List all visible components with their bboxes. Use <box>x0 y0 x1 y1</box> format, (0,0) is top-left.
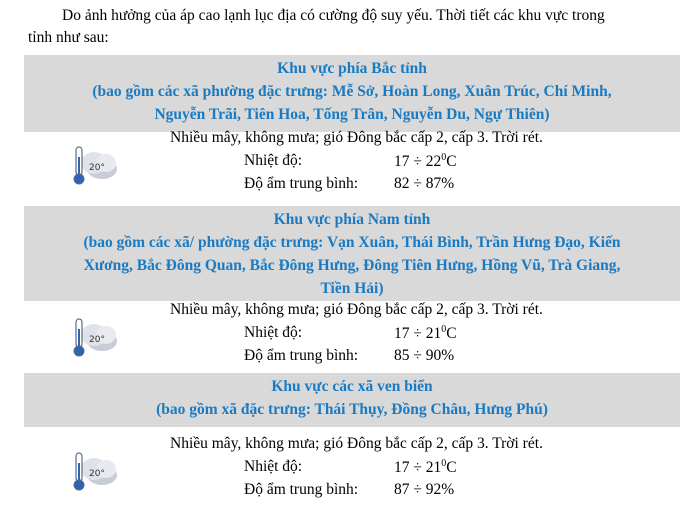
region-areas-line: (bao gồm xã đặc trưng: Thái Thụy, Đồng Châu, Hưng Phú) <box>156 401 548 418</box>
region-areas-line: Xương, Bắc Đông Quan, Bắc Đông Hưng, Đông Tiên Hưng, Hồng Vũ, Trà Giang, <box>83 257 621 274</box>
region-title: Khu vực phía Nam tỉnh <box>273 211 431 228</box>
svg-text:20°: 20° <box>89 163 105 173</box>
region-coastal-weather <box>24 435 680 505</box>
svg-text:20°: 20° <box>89 335 105 345</box>
humidity-label: Độ ẩm trung bình: <box>244 347 359 364</box>
svg-text:20°: 20° <box>89 469 105 479</box>
region-north-weather <box>24 129 680 199</box>
temperature-value: $17 \div 21^0C$ <box>394 458 457 476</box>
region-south-header <box>24 206 680 301</box>
weather-cloud-thermometer-icon <box>68 143 120 187</box>
region-north-header <box>24 55 680 132</box>
humidity-value: 82 ÷ 87% <box>394 175 455 192</box>
region-areas-line: (bao gồm các xã phường đặc trưng: Mễ Sở, Hoàn Long, Xuân Trúc, Chí Minh, <box>92 83 612 100</box>
humidity-label: Độ ẩm trung bình: <box>244 481 359 498</box>
region-south-weather <box>24 301 680 371</box>
intro-paragraph <box>28 5 688 49</box>
region-areas-line: Tiền Hải) <box>320 280 384 297</box>
temperature-value: $17 \div 22^0C$ <box>394 152 457 170</box>
region-areas-line: Nguyễn Trãi, Tiên Hoa, Tống Trân, Nguyễn Du, Ngự Thiên) <box>154 106 550 123</box>
temperature-value: $17 \div 21^0C$ <box>394 324 457 342</box>
region-title: Khu vực các xã ven biển <box>271 378 433 395</box>
region-coastal-header <box>24 373 680 427</box>
weather-description: Nhiều mây, không mưa; gió Đông bắc cấp 2, cấp 3. Trời rét. <box>170 301 543 318</box>
temperature-label: Nhiệt độ: <box>244 324 303 341</box>
humidity-value: 85 ÷ 90% <box>394 347 455 364</box>
weather-description: Nhiều mây, không mưa; gió Đông bắc cấp 2, cấp 3. Trời rét. <box>170 129 543 146</box>
temperature-label: Nhiệt độ: <box>244 458 303 475</box>
weather-description: Nhiều mây, không mưa; gió Đông bắc cấp 2, cấp 3. Trời rét. <box>170 435 543 452</box>
region-title: Khu vực phía Bắc tỉnh <box>277 60 427 77</box>
weather-cloud-thermometer-icon <box>68 315 120 359</box>
humidity-label: Độ ẩm trung bình: <box>244 175 359 192</box>
region-areas-line: (bao gồm các xã/ phường đặc trưng: Vạn Xuân, Thái Bình, Trần Hưng Đạo, Kiến <box>83 234 621 251</box>
intro-line-2: tỉnh như sau: <box>28 29 109 46</box>
temperature-label: Nhiệt độ: <box>244 152 303 169</box>
intro-line-1: Do ảnh hưởng của áp cao lạnh lục địa có cường độ suy yếu. Thời tiết các khu vực trong <box>62 7 605 24</box>
humidity-value: 87 ÷ 92% <box>394 481 455 498</box>
weather-cloud-thermometer-icon <box>68 449 120 493</box>
